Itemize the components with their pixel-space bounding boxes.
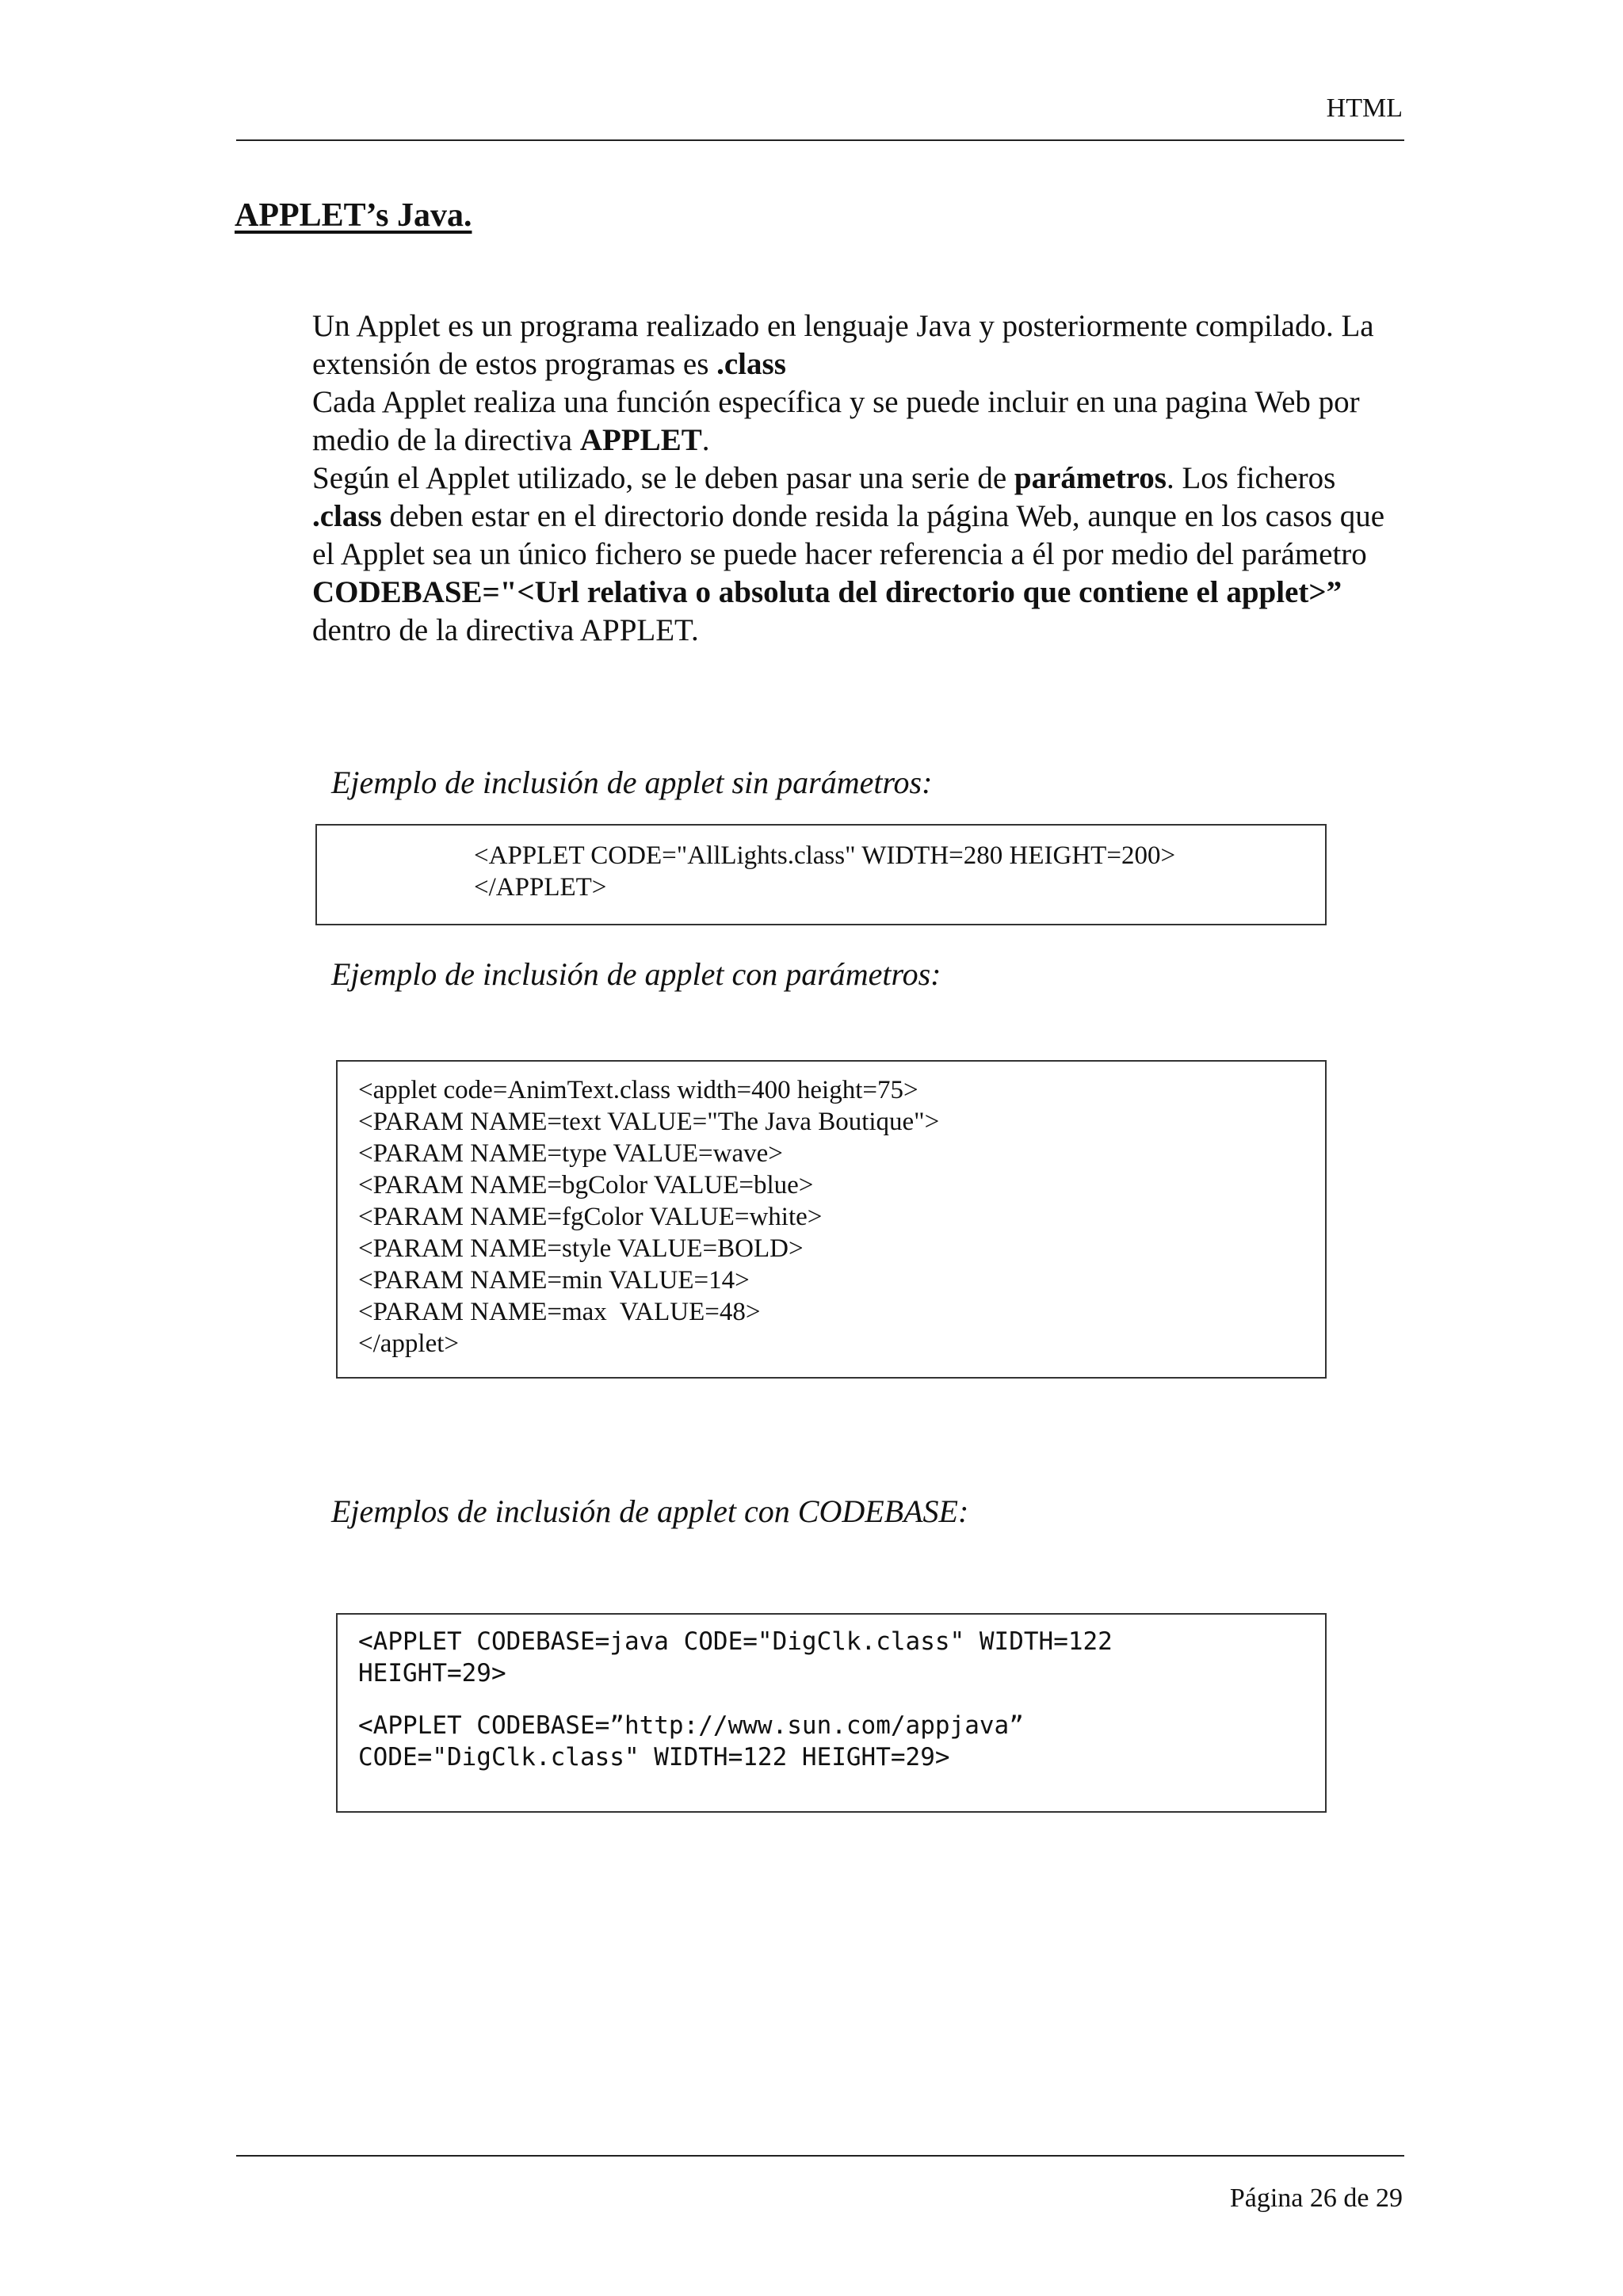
intro-sentence-1 [312, 307, 1406, 383]
page-number: Página 26 de 29 [1229, 2183, 1403, 2213]
intro-text: . Los ficheros [1166, 461, 1336, 495]
intro-sentence-2 [312, 383, 1406, 460]
intro-text: deben estar en el directorio donde resida la página Web, aunque en los casos que el Applet sea un único fichero se puede hacer referencia a él por medio del parámetro [312, 499, 1385, 571]
example-caption-no-params: Ejemplo de inclusión de applet sin parámetros: [331, 765, 933, 800]
header-rule [236, 139, 1404, 141]
code-box-codebase [336, 1613, 1327, 1813]
code-line: <PARAM NAME=fgColor VALUE=white> [358, 1203, 823, 1231]
intro-sentence-3 [312, 460, 1406, 650]
code-line: <PARAM NAME=type VALUE=wave> [358, 1139, 783, 1168]
footer-rule [236, 2155, 1404, 2157]
section-title: APPLET’s Java. [235, 197, 472, 234]
class-extension: .class [716, 347, 786, 381]
intro-paragraph [312, 307, 1406, 650]
code-box-no-params [315, 824, 1327, 925]
code-line: <PARAM NAME=bgColor VALUE=blue> [358, 1171, 814, 1199]
code-line: <APPLET CODEBASE=java CODE="DigClk.class" WIDTH=122 [358, 1627, 1113, 1656]
code-line: </APPLET> [474, 873, 607, 902]
code-line: HEIGHT=29> [358, 1659, 506, 1688]
code-line-blank [358, 1689, 1325, 1710]
code-line: <PARAM NAME=style VALUE=BOLD> [358, 1234, 804, 1263]
applet-directive: APPLET [579, 423, 702, 457]
code-line: <APPLET CODE="AllLights.class" WIDTH=280 HEIGHT=200> [474, 841, 1176, 870]
class-extension: .class [312, 499, 382, 533]
code-line: <PARAM NAME=text VALUE="The Java Boutique"> [358, 1108, 940, 1136]
code-box-with-params [336, 1060, 1327, 1379]
intro-text: . [701, 423, 710, 457]
parametros-term: parámetros [1014, 461, 1167, 495]
page-header-section: HTML [1326, 93, 1403, 123]
code-line: <PARAM NAME=max VALUE=48> [358, 1298, 761, 1326]
intro-text: Un Applet es un programa realizado en lenguaje Java y posteriormente compilado. La extensión de estos programas es [312, 309, 1374, 381]
codebase-parameter: CODEBASE="<Url relativa o absoluta del directorio que contiene el applet>” [312, 575, 1342, 609]
intro-text: Según el Applet utilizado, se le deben pasar una serie de [312, 461, 1014, 495]
intro-text: dentro de la directiva APPLET. [312, 613, 699, 647]
code-line: <APPLET CODEBASE=”http://www.sun.com/appjava” [358, 1711, 1024, 1740]
code-line: <applet code=AnimText.class width=400 height=75> [358, 1076, 918, 1104]
code-line: </applet> [358, 1329, 460, 1358]
code-line: <PARAM NAME=min VALUE=14> [358, 1266, 750, 1295]
code-line: CODE="DigClk.class" WIDTH=122 HEIGHT=29> [358, 1743, 950, 1772]
intro-text: Cada Applet realiza una función específica y se puede incluir en una pagina Web por medio de la directiva [312, 385, 1360, 457]
example-caption-codebase: Ejemplos de inclusión de applet con CODEBASE: [331, 1493, 969, 1529]
example-caption-with-params: Ejemplo de inclusión de applet con parámetros: [331, 956, 941, 992]
